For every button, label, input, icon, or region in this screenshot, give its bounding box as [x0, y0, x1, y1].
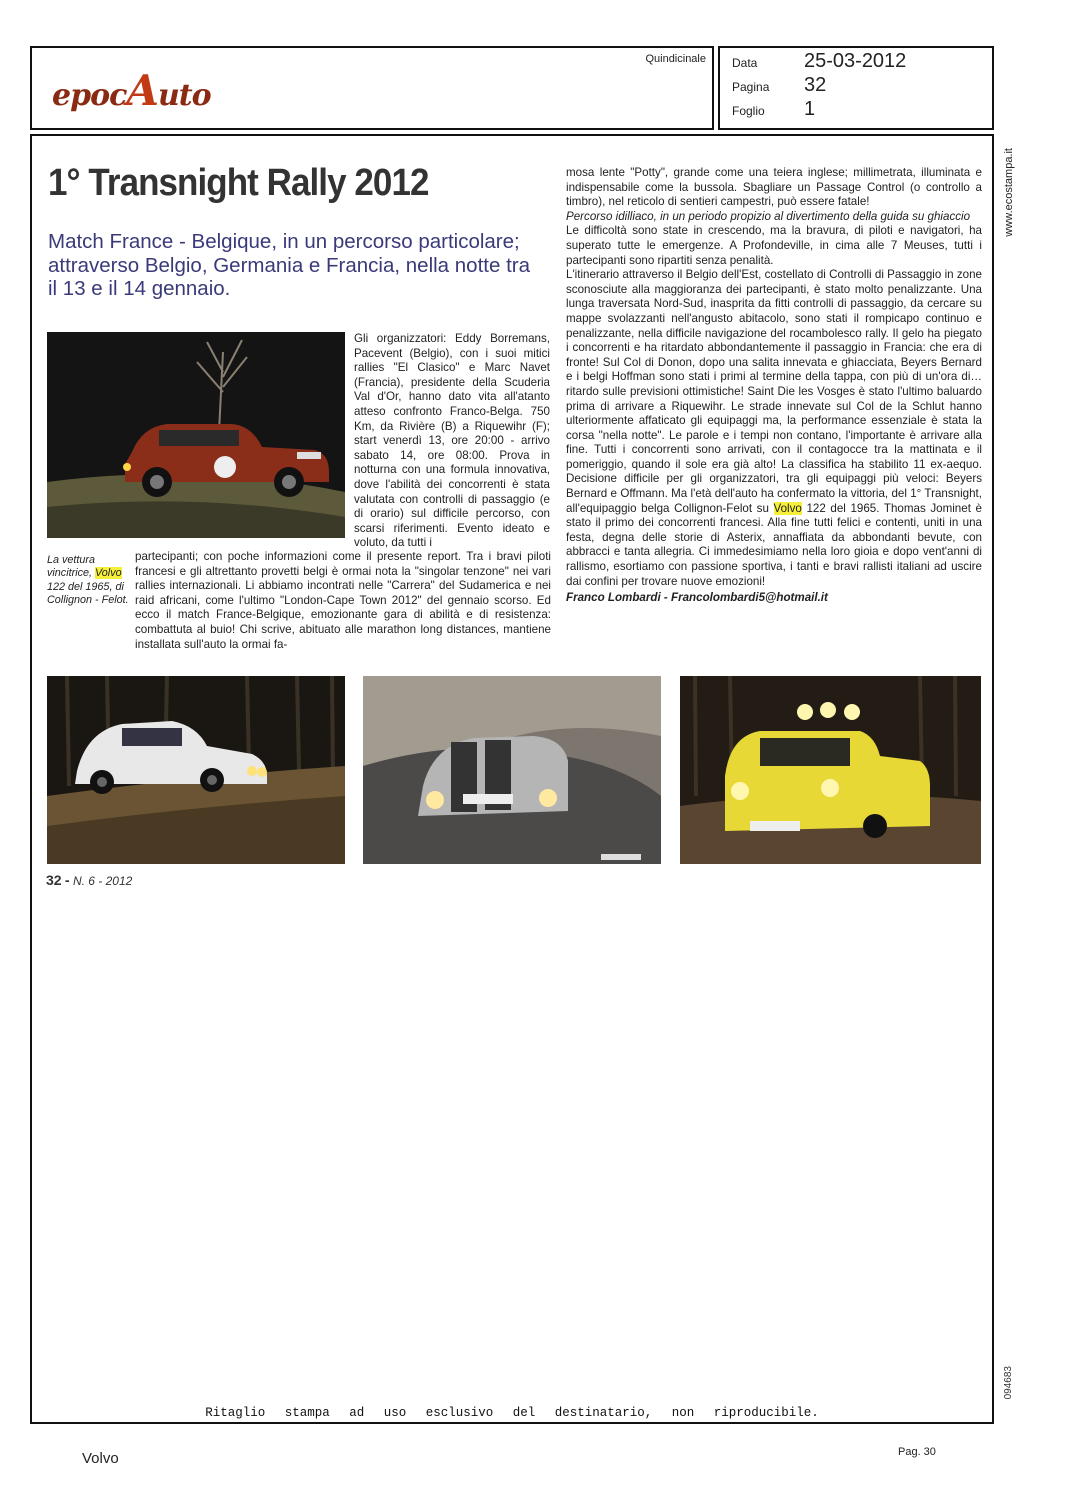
- right-italic-heading: Percorso idilliaco, in un periodo propizio al divertimento della guida su ghiaccio: [566, 209, 971, 223]
- meta-data-row: [732, 50, 907, 72]
- author-signature: Franco Lombardi - Francolombardi5@hotmail.it: [566, 591, 828, 605]
- meta-foglio-row: [732, 98, 816, 120]
- meta-pagina-row: [732, 74, 827, 96]
- foglio-label: Foglio: [732, 104, 765, 118]
- caption-text-post: 122 del 1965, di Collignon - Felot.: [47, 580, 129, 607]
- data-label: Data: [732, 56, 758, 70]
- clipping-notice: Ritaglio stampa ad uso esclusivo del destinatario, non riproducibile.: [205, 1406, 819, 1420]
- caption-text-pre: La vettura vincitrice,: [47, 554, 96, 580]
- article-subtitle: Match France - Belgique, in un percorso particolare; attraverso Belgio, Germania e Francia, nella notte tra il 13 e il 14 gennaio.: [48, 230, 530, 301]
- article-title: 1° Transnight Rally 2012: [48, 162, 429, 204]
- photo-caption: [47, 554, 135, 608]
- right-paragraph-3: L'itinerario attraverso il Belgio dell'Est, costellato di Controlli di Passaggio in zone sconosciute alla maggioranza dei partecipanti, è stato molto penalizzante. Una lunga traversata Nord-Sud, inasprita da fitti controlli di passaggio, da cercare su mappe svolazzanti nell'angusto abitacolo, sono stati il rompicapo continuo e penalizzante, nella difficile navigazione del rocambolesco rally. Il gelo ha piegato i concorrenti e ha ritardato abbondantemente il passaggio in Francia: che era di fronte! Sul Col di Donon, dopo una salita innevata e ghiacciata, Beyers Bernard e i belgi Hoffman sono stati i primi al termine della tappa, con più di un'ora di…ritardo sulle previsioni ottimistiche! Saint Die les Vosges è stato l'ultimo baluardo prima di arrivare a Riquewihr. Le strade innevate sul Col de la Schlut hanno ulteriormente affaticato gli equipaggi ma, la performance essenziale è stata la corsa "nella notte". Le parole e i tempi non contano, l'importante è arrivare alla fine. Tutti i concorrenti sono arrivati, con il contagocce tra la mattinata e il pomeriggio, quando il sole era già alto! La classifica ha stabilito 11 ex-aequo. Decisione difficile per gli organizzatori, tra gli equipaggi più veloci: Beyers Bernard e Offmann. Ma l'età dell'auto ha confermato la vittoria, del 1° Transnight, all'equipaggio belga Collignon-Felot su Volvo 122 del 1965. Thomas Jominet è stato il primo dei concorrenti francesi. Alla fine tutti felici e contenti, uniti in una festa, degna delle storie di Asterix, annaffiata da abbondanti bevute, con abbracci e tanta allegria. Ci immedesimiamo nella loro gioia e dopo vent'anni di rallismo, esortiamo con passione sportiva, i tanti e bravi rallisti italiani ad uscire dai confini per trovare nuove emozioni!: [566, 268, 982, 588]
- photo-mini-pickup: [680, 676, 981, 864]
- right-paragraph-1: mosa lente "Potty", grande come una teiera inglese; millimetrata, illuminata e indispensabile come la bussola. Sbagliare un Passage Control (o controllo a timbro), nel reticolo di sentieri campestri, può essere fatale!: [566, 166, 982, 209]
- photo-porsche-road: [363, 676, 661, 864]
- article-column-right: [566, 166, 982, 606]
- side-url: www.ecostampa.it: [1003, 148, 1015, 237]
- foglio-value: 1: [804, 98, 816, 120]
- header-left-box: [30, 46, 714, 130]
- issue-info: 32 - N. 6 - 2012: [46, 872, 133, 888]
- photo-volvo-122: [47, 332, 345, 538]
- data-value: 25-03-2012: [804, 50, 907, 72]
- article-column-left-bottom: partecipanti; con poche informazioni come il presente report. Tra i bravi piloti francesi e gli altrettanto provetti belgi è ormai nota la "singolar tenzone" nei vari rallies internazionali. Li abbiamo incontrati nelle "Carrera" del Sudamerica e nei raid africani, come l'ultimo "London-Cape Town 2012" del gennaio scorso. Ed ecco il match France-Belgique, emozionante gara di abilità e di resistenza: combattuta al buio! Chi scrive, abituato alle marathon long distances, mantiene installata sull'auto la ormai fa-: [135, 550, 551, 651]
- right-highlight: Volvo: [773, 501, 802, 515]
- article-frame: [30, 134, 994, 1424]
- header-meta-box: [718, 46, 994, 130]
- footer-page-number: Pag. 30: [898, 1446, 936, 1458]
- magazine-logo: epocAuto: [52, 66, 211, 115]
- side-code: 094683: [1003, 1366, 1014, 1400]
- footer-keyword: Volvo: [82, 1450, 119, 1467]
- frequency-label: Quindicinale: [645, 53, 706, 65]
- issue-number: N. 6 - 2012: [72, 874, 133, 888]
- right-paragraph-2: Le difficoltà sono state in crescendo, ma la bravura, di piloti e navigatori, ha superato tutte le emergenze. A Profondeville, in cima alle 7 Meuses, tutti i partecipanti sono ripartiti senza penalità.: [566, 224, 982, 267]
- pagina-label: Pagina: [732, 80, 770, 94]
- caption-highlight: Volvo: [95, 567, 122, 580]
- pagina-value: 32: [804, 74, 827, 96]
- photo-saab-night: [47, 676, 345, 864]
- article-column-narrow: Gli organizzatori: Eddy Borremans, Pacevent (Belgio), con i suoi mitici rallies "El Clasico" e Marc Navet (Francia), presidente della Scuderia Val d'Or, hanno dato vita all'atanto atteso confronto Franco-Belga. 750 Km, da Rivière (B) a Riquewihr (F); start venerdì 13, ore 20:00 - arrivo sabato 14, ore 08:00. Prova in notturna con una formula innovativa, dove l'abilità dei concorrenti è stata valutata con controlli di passaggio (e di orario) sul difficile percorso, con scarsi riferimenti. Evento ideato e voluto, da tutti i: [354, 332, 550, 550]
- issue-page-number: 32: [46, 872, 62, 888]
